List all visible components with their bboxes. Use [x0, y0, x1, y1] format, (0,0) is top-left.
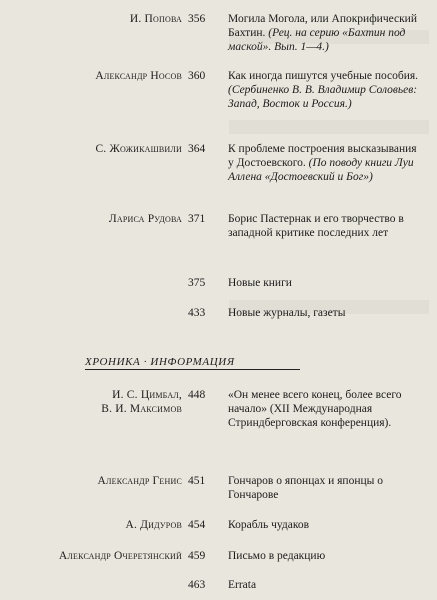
entry-title: Новые журналы, газеты [228, 307, 346, 319]
entry-page: 459 [188, 550, 206, 562]
entry-title: Errata [228, 579, 257, 591]
entry-author: Лариса Рудова [108, 213, 182, 225]
entry-title-block [228, 142, 420, 185]
entry-page: 433 [188, 307, 206, 319]
entry-page: 356 [188, 13, 206, 25]
entry-page: 371 [188, 213, 206, 225]
entry-title: К проблеме построения высказывания у Достоевского. [228, 143, 417, 170]
entry-page: 364 [188, 143, 206, 155]
bleed-through [229, 120, 429, 134]
entry-author: С. Жожикашвили [95, 143, 182, 155]
entry-author: Александр Носов [95, 70, 182, 82]
entry-page: 448 [188, 389, 206, 401]
entry-title: Гончаров о японцах и японцы о Гончарове [228, 475, 383, 502]
entry-title: Письмо в редакцию [228, 550, 326, 562]
entry-title-block [228, 12, 420, 55]
entry-note: (Рец. на серию «Бахтин под маской». Вып. 1—4.) [228, 27, 406, 54]
entry-author-2: В. И. Максимов [101, 403, 182, 416]
entry-title: «Он менее всего конец, более всего начало» (XII Международная Стриндберговская конференция). [228, 389, 402, 430]
entry-page: 375 [188, 277, 206, 289]
entry-author: И. Попова [129, 13, 182, 25]
entry-title: Новые книги [228, 277, 292, 289]
entry-page: 463 [188, 579, 206, 591]
entry-page: 360 [188, 70, 206, 82]
entry-author: Александр Очеретянский [58, 550, 182, 562]
entry-title-block [228, 69, 420, 112]
entry-title: Корабль чудаков [228, 519, 310, 531]
entry-page: 454 [188, 519, 206, 531]
entry-title-block [228, 276, 420, 290]
entry-note: (По поводу книги Луи Аллена «Достоевский и Бог») [228, 157, 414, 184]
entry-title-block [228, 212, 420, 240]
entry-page: 451 [188, 475, 206, 487]
entry-author: Александр Генис [97, 475, 182, 487]
entry-note: (Сербиненко В. В. Владимир Соловьев: Запад, Восток и Россия.) [228, 84, 418, 111]
section-heading: ХРОНИКА · ИНФОРМАЦИЯ [85, 356, 300, 370]
entry-title-block [228, 306, 420, 320]
entry-author: А. Дидуров [125, 519, 182, 531]
entry-title: Борис Пастернак и его творчество в западной критике последних лет [228, 213, 404, 240]
entry-title: Могила Могола, или Апокрифический Бахтин. [228, 13, 417, 40]
entry-title: Как иногда пишутся учебные пособия. [228, 70, 419, 82]
entry-author: И. С. Цимбал, [112, 389, 182, 401]
